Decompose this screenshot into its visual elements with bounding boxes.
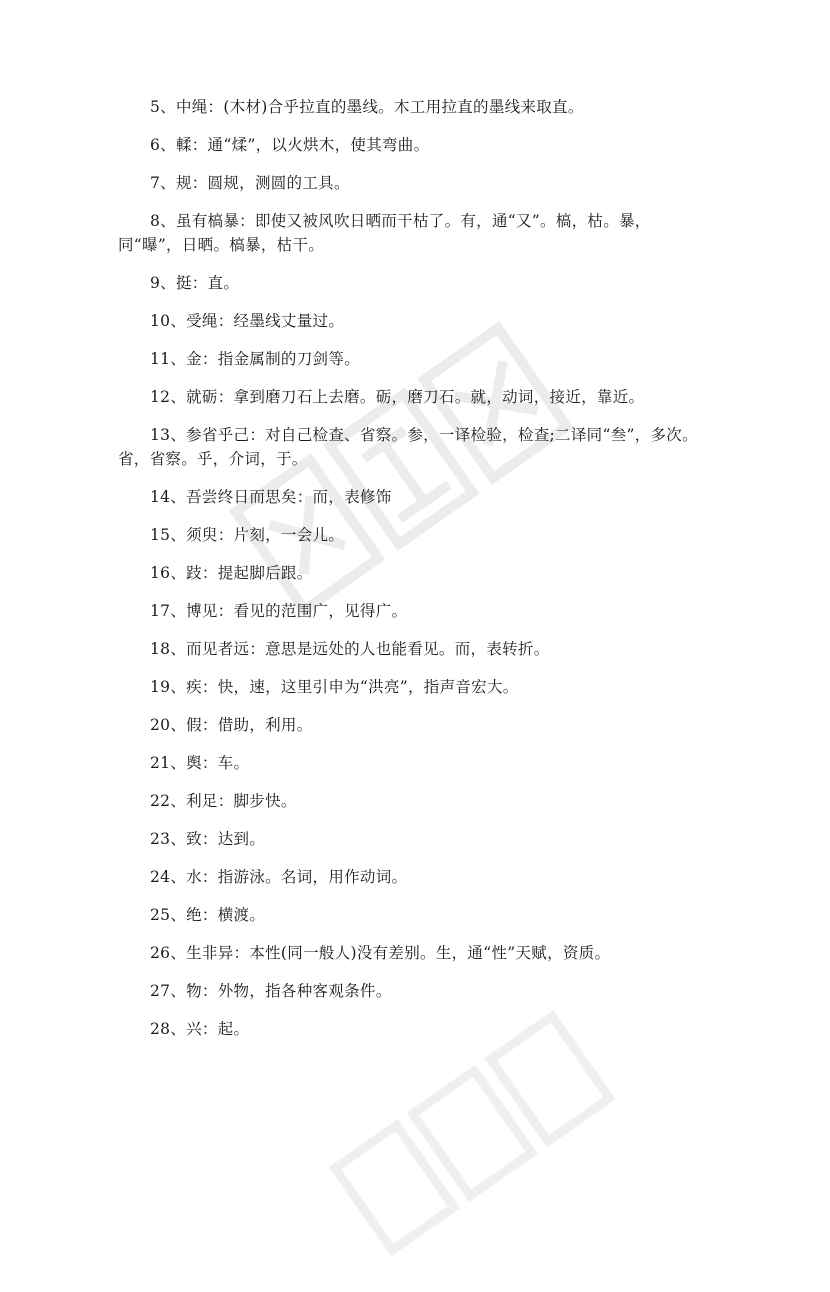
annotation-item-18: 18、而见者远：意思是远处的人也能看见。而，表转折。 [150, 640, 550, 658]
annotation-item-23: 23、致：达到。 [150, 830, 266, 848]
annotation-item-14: 14、吾尝终日而思矣：而，表修饰 [150, 488, 392, 506]
annotation-item-11: 11、金：指金属制的刀剑等。 [150, 350, 360, 368]
annotation-item-25: 25、绝：横渡。 [150, 906, 266, 924]
annotation-item-26: 26、生非异：本性(同一般人)没有差别。生，通“性”天赋，资质。 [150, 944, 611, 962]
annotation-item-7: 7、规：圆规，测圆的工具。 [150, 174, 350, 192]
annotation-item-21: 21、舆：车。 [150, 754, 250, 772]
annotation-item-9: 9、挺：直。 [150, 274, 240, 292]
annotation-item-12: 12、就砺：拿到磨刀石上去磨。砺，磨刀石。就，动词，接近，靠近。 [150, 388, 645, 406]
annotation-item-15: 15、须臾：片刻，一会儿。 [150, 526, 345, 544]
annotation-item-8: 8、虽有槁暴：即使又被风吹日晒而干枯了。有，通“又”。槁，枯。暴，同“曝”，日晒。槁暴，枯干。 [118, 212, 651, 254]
annotation-item-6: 6、輮：通“煣”，以火烘木，使其弯曲。 [150, 136, 430, 154]
annotation-item-10: 10、受绳：经墨线丈量过。 [150, 312, 345, 330]
annotation-item-20: 20、假：借助，利用。 [150, 716, 313, 734]
annotation-item-27: 27、物：外物，指各种客观条件。 [150, 982, 392, 1000]
annotation-item-16: 16、跂：提起脚后跟。 [150, 564, 313, 582]
annotation-list [118, 95, 708, 1055]
annotation-item-22: 22、利足：脚步快。 [150, 792, 297, 810]
annotation-item-19: 19、疾：快，速，这里引申为“洪亮”，指声音宏大。 [150, 678, 519, 696]
annotation-item-28: 28、兴：起。 [150, 1020, 250, 1038]
annotation-item-13: 13、参省乎己：对自己检查、省察。参，一译检验，检查;二译同“叁”，多次。省，省察。乎，介词，于。 [118, 426, 698, 468]
annotation-item-5: 5、中绳：(木材)合乎拉直的墨线。木工用拉直的墨线来取直。 [150, 98, 584, 116]
annotation-item-24: 24、水：指游泳。名词，用作动词。 [150, 868, 408, 886]
annotation-item-17: 17、博见：看见的范围广，见得广。 [150, 602, 408, 620]
